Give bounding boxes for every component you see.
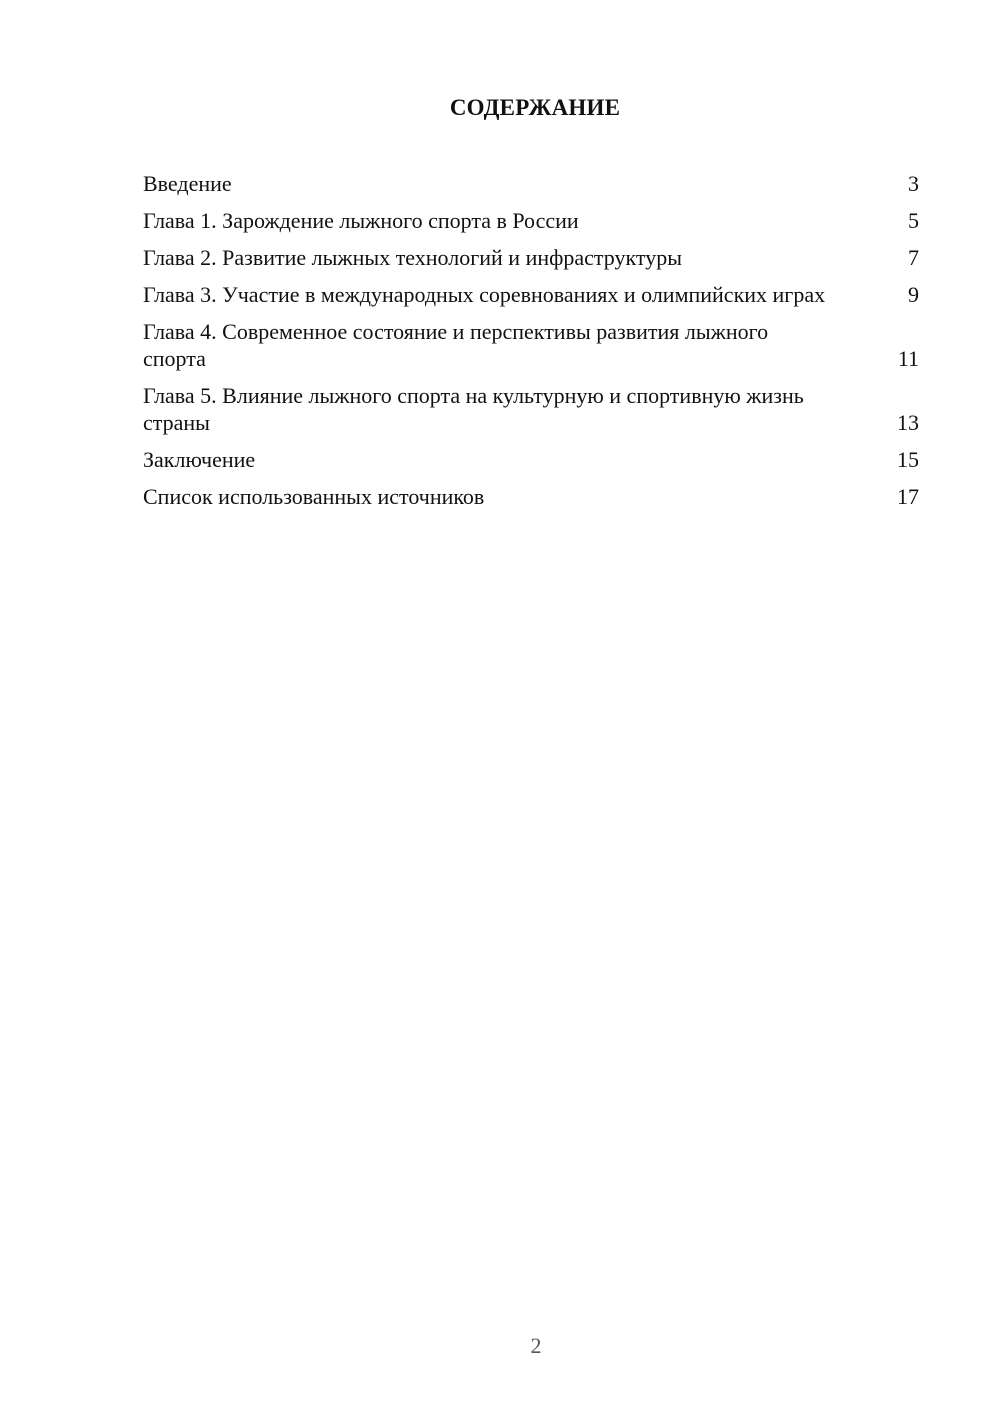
toc-entry-page: 7 bbox=[908, 245, 919, 270]
toc-entry-introduction bbox=[143, 170, 919, 197]
toc-entry-chapter-1 bbox=[143, 207, 919, 234]
toc-entry-page: 13 bbox=[897, 410, 919, 435]
toc-entry-chapter-3 bbox=[143, 281, 919, 308]
toc-entry-chapter-4 bbox=[143, 318, 919, 372]
toc-entry-text: Глава 5. Влияние лыжного спорта на культурную и спортивную жизнь страны bbox=[143, 383, 804, 435]
toc-entry-text: Введение bbox=[143, 171, 232, 196]
toc-entry-references bbox=[143, 483, 919, 510]
toc-entry-text: Глава 2. Развитие лыжных технологий и инфраструктуры bbox=[143, 245, 683, 270]
toc-entry-text: Глава 3. Участие в международных соревнованиях и олимпийских играх bbox=[143, 282, 826, 307]
toc-entry-page: 5 bbox=[908, 208, 919, 233]
toc-entry-page: 3 bbox=[908, 171, 919, 196]
toc-entry-text: Глава 4. Современное состояние и перспективы развития лыжного спорта bbox=[143, 319, 769, 371]
toc-entry-chapter-5 bbox=[143, 382, 919, 436]
toc-title: СОДЕРЖАНИЕ bbox=[449, 95, 621, 120]
toc-entry-page: 17 bbox=[897, 484, 919, 509]
toc-entry-chapter-2 bbox=[143, 244, 919, 271]
toc-entry-text: Заключение bbox=[143, 447, 256, 472]
toc-entry-conclusion bbox=[143, 446, 919, 473]
table-of-contents bbox=[143, 170, 919, 520]
toc-entry-page: 9 bbox=[908, 282, 919, 307]
toc-entry-page: 15 bbox=[897, 447, 919, 472]
toc-entry-text: Глава 1. Зарождение лыжного спорта в России bbox=[143, 208, 579, 233]
toc-entry-text: Список использованных источников bbox=[143, 484, 485, 509]
toc-entry-page: 11 bbox=[897, 346, 919, 371]
page-number: 2 bbox=[530, 1333, 542, 1358]
